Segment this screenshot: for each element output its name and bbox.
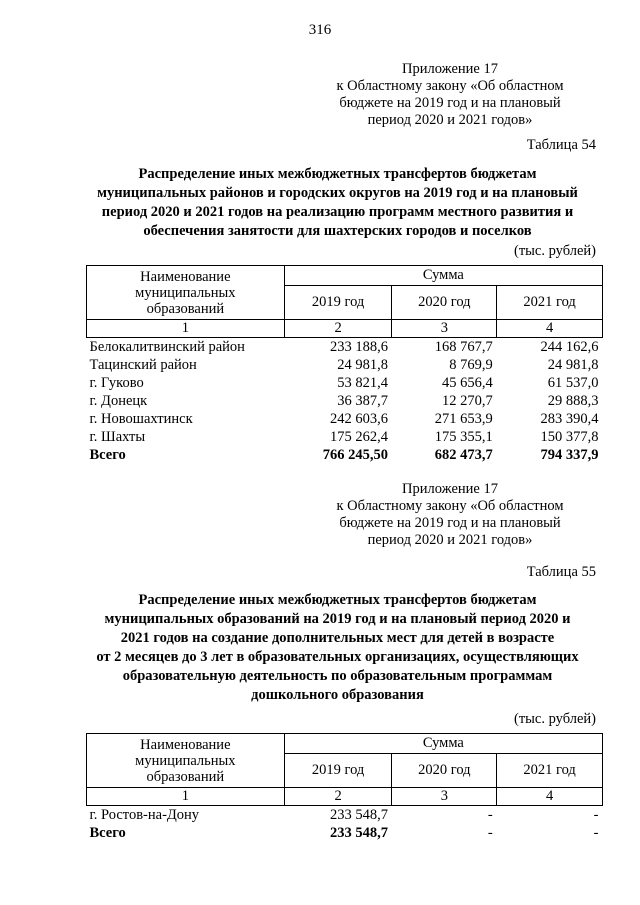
header-sum: Сумма — [284, 734, 602, 754]
title-line: Распределение иных межбюджетных трансфертов бюджетам — [138, 592, 537, 608]
title-line: Распределение иных межбюджетных трансфертов бюджетам — [138, 166, 537, 182]
value-2021: 150 377,8 — [540, 429, 599, 445]
value-2021: 283 390,4 — [540, 411, 599, 427]
title-line: муниципальных образований на 2019 год и на плановый период 2020 и — [104, 611, 571, 627]
value-2021: - — [593, 807, 599, 823]
column-number: 4 — [497, 788, 603, 806]
value-2020: 12 270,7 — [441, 393, 493, 409]
row-name: г. Ростов-на-Дону — [89, 807, 200, 823]
header-year: 2019 год — [284, 754, 392, 788]
title-line: муниципальных районов и городских округов на 2019 год и на плановый — [97, 185, 578, 201]
total-2021: - — [593, 825, 599, 841]
header-year: 2021 год — [497, 286, 603, 320]
units-label-55: (тыс. рублей) — [514, 711, 596, 727]
table-54 — [86, 265, 603, 464]
appendix-line: к Областному закону «Об областном — [336, 498, 564, 514]
table-row — [87, 392, 603, 410]
value-2021: 244 162,6 — [540, 339, 599, 355]
total-row — [87, 446, 603, 464]
appendix-title: Приложение 17 — [402, 61, 498, 77]
appendix-header-54 — [300, 61, 600, 129]
header-name-col — [87, 734, 285, 788]
appendix-line: к Областному закону «Об областном — [336, 78, 564, 94]
table-row — [87, 806, 603, 825]
appendix-line: бюджете на 2019 год и на плановый — [339, 515, 561, 531]
table-row — [87, 356, 603, 374]
row-name: г. Гуково — [89, 375, 144, 391]
header-sum: Сумма — [284, 266, 602, 286]
total-row — [87, 824, 603, 842]
value-2021: 61 537,0 — [547, 375, 599, 391]
column-number: 2 — [284, 320, 392, 338]
value-2019: 233 548,7 — [329, 807, 388, 823]
column-number: 3 — [392, 320, 497, 338]
row-name: Тацинский район — [89, 357, 197, 373]
header-year: 2021 год — [497, 754, 603, 788]
appendix-line: период 2020 и 2021 годов» — [367, 532, 533, 548]
total-label: Всего — [89, 825, 126, 841]
header-text: образований — [146, 768, 225, 785]
title-line: от 2 месяцев до 3 лет в образовательных организациях, осуществляющих — [96, 649, 579, 665]
column-number: 3 — [392, 788, 497, 806]
appendix-title: Приложение 17 — [402, 481, 498, 497]
value-2021: 29 888,3 — [547, 393, 599, 409]
table-55 — [86, 733, 603, 842]
appendix-header-55 — [300, 481, 600, 549]
value-2020: - — [487, 807, 493, 823]
header-year: 2019 год — [284, 286, 392, 320]
header-text: муниципальных — [135, 752, 236, 769]
table-label-54: Таблица 54 — [526, 137, 596, 153]
table-title-55 — [80, 591, 595, 705]
value-2019: 175 262,4 — [329, 429, 388, 445]
value-2019: 233 188,6 — [329, 339, 388, 355]
title-line: образовательную деятельность по образовательным программам — [122, 668, 553, 684]
table-row — [87, 338, 603, 357]
value-2020: 168 767,7 — [434, 339, 493, 355]
value-2019: 242 603,6 — [329, 411, 388, 427]
table-row — [87, 374, 603, 392]
total-2020: - — [487, 825, 493, 841]
header-year: 2020 год — [392, 286, 497, 320]
appendix-line: бюджете на 2019 год и на плановый — [339, 95, 561, 111]
table-label-55: Таблица 55 — [526, 564, 596, 580]
header-name-col — [87, 266, 285, 320]
value-2019: 53 821,4 — [337, 375, 388, 391]
total-2021: 794 337,9 — [540, 447, 599, 463]
value-2019: 24 981,8 — [337, 357, 388, 373]
title-line: период 2020 и 2021 годов на реализацию программ местного развития и — [101, 204, 574, 220]
value-2019: 36 387,7 — [337, 393, 388, 409]
header-text: образований — [146, 300, 225, 317]
value-2020: 8 769,9 — [449, 357, 493, 373]
appendix-line: период 2020 и 2021 годов» — [367, 112, 533, 128]
column-number: 1 — [87, 320, 285, 338]
column-number: 4 — [497, 320, 603, 338]
row-name: г. Новошахтинск — [89, 411, 193, 427]
value-2020: 271 653,9 — [434, 411, 493, 427]
table-row — [87, 428, 603, 446]
header-text: Наименование — [140, 736, 231, 753]
column-number: 2 — [284, 788, 392, 806]
total-2020: 682 473,7 — [434, 447, 493, 463]
units-label-54: (тыс. рублей) — [514, 243, 596, 259]
value-2020: 175 355,1 — [434, 429, 493, 445]
row-name: Белокалитвинский район — [89, 339, 245, 355]
total-2019: 766 245,50 — [322, 447, 388, 463]
value-2020: 45 656,4 — [441, 375, 493, 391]
row-name: г. Шахты — [89, 429, 146, 445]
column-number: 1 — [87, 788, 285, 806]
page-number: 316 — [308, 22, 332, 38]
total-2019: 233 548,7 — [329, 825, 388, 841]
title-line: 2021 годов на создание дополнительных мест для детей в возрасте — [120, 630, 555, 646]
title-line: дошкольного образования — [251, 687, 424, 703]
header-year: 2020 год — [392, 754, 497, 788]
total-label: Всего — [89, 447, 126, 463]
row-name: г. Донецк — [89, 393, 148, 409]
header-text: Наименование — [140, 268, 231, 285]
table-row — [87, 410, 603, 428]
header-text: муниципальных — [135, 284, 236, 301]
title-line: обеспечения занятости для шахтерских городов и поселков — [143, 223, 532, 239]
value-2021: 24 981,8 — [547, 357, 599, 373]
table-title-54 — [80, 165, 595, 241]
